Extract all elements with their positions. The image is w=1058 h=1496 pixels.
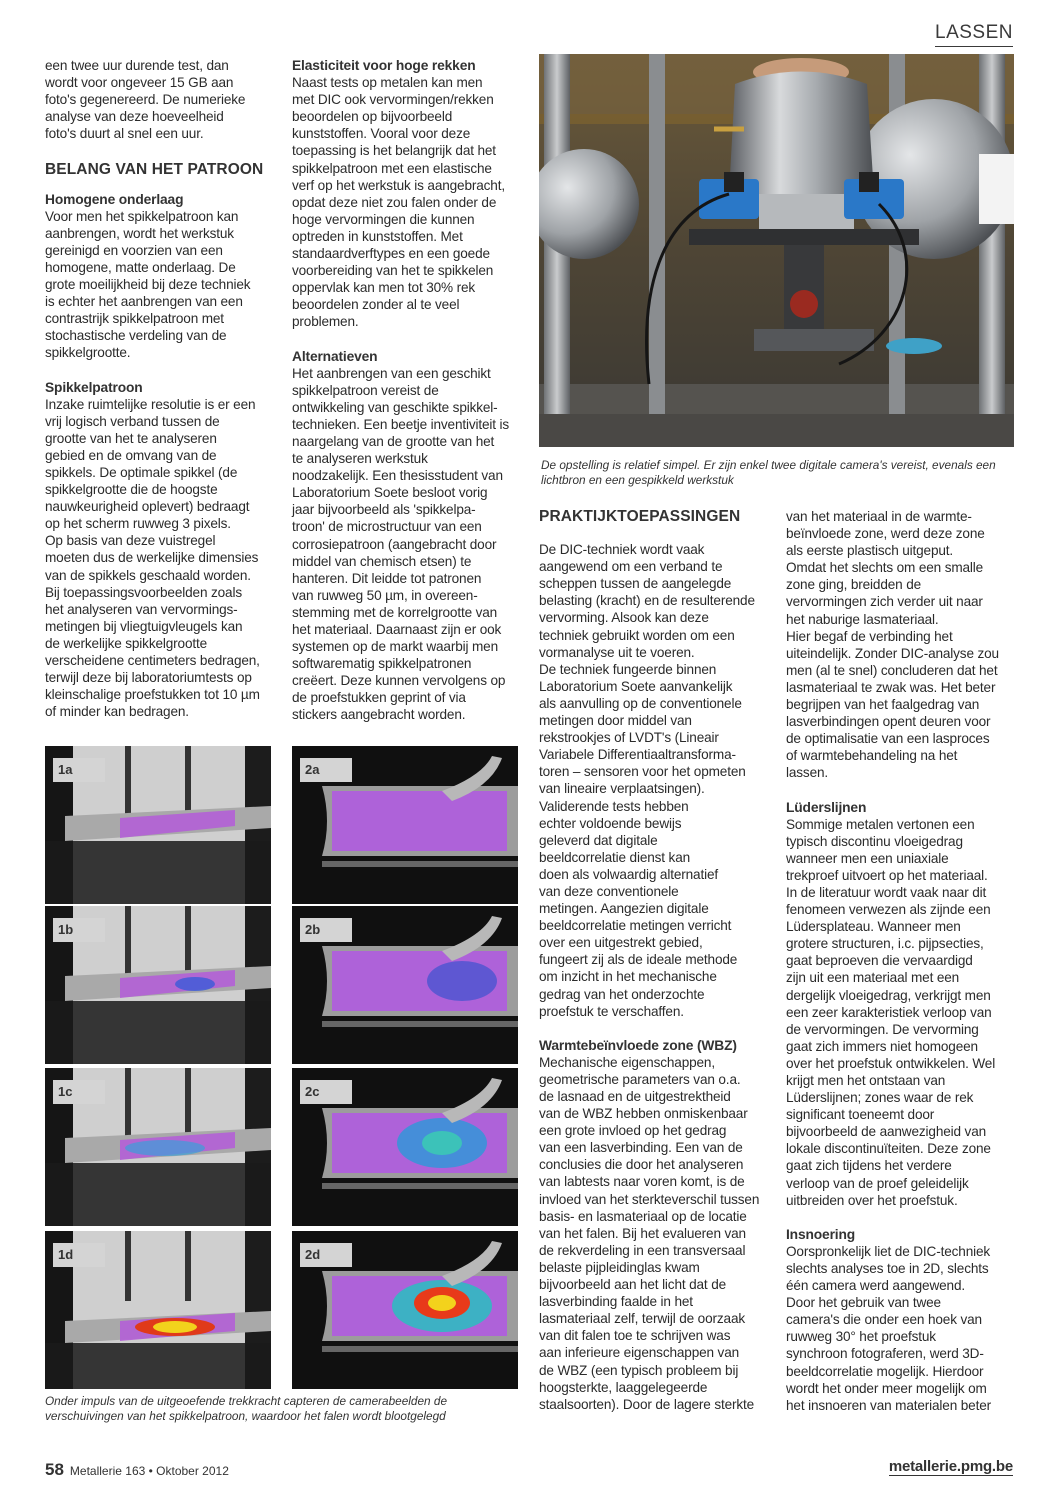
panel-2d (292, 1231, 518, 1389)
panel-label: 1d (53, 1243, 105, 1267)
text-line: aangewend om een verband te (539, 559, 723, 575)
text-line: scheppen tussen de aangelegde (539, 576, 732, 592)
text-line: spikkelpatroon met een elastische (292, 160, 492, 176)
text-line: beeldcorrelatie metingen verricht (539, 918, 732, 934)
text-line: moeten dus de werkelijke dimensies (45, 550, 259, 566)
text-line: Voor men het spikkelpatroon kan (45, 208, 239, 224)
text-line: verschuivingen van het spikkelpatroon, waardoor het falen wordt blootgelegd (45, 1409, 446, 1423)
setup-photo-graphic (539, 54, 1014, 447)
text-line: naargelang van de grootte van het (292, 433, 495, 449)
text-line: of minder kan bedragen. (45, 704, 189, 720)
text-line: Lüdersplateau. Wanneer men (786, 919, 961, 935)
setup-photo-caption (541, 458, 1011, 488)
heading-wbz: Warmtebeïnvloede zone (WBZ) (539, 1037, 737, 1053)
text-line: ontwikkeling van geschikte spikkel- (292, 399, 498, 415)
text-line: stickers aangebracht worden. (292, 707, 466, 723)
text-line: fungeert zij als de ideale methode (539, 952, 738, 968)
text-line: Hier begaf de verbinding het (786, 628, 953, 644)
text-line: het analyseren van vervormings- (45, 601, 238, 617)
text-line: nauwkeurigheid oplevert) bedraagt (45, 499, 250, 515)
text-line: metingen. Aangezien digitale (539, 901, 709, 917)
text-line: rekstrookjes of LVDT's (Lineair (539, 730, 719, 746)
text-line: techniek gebruikt worden om een (539, 627, 735, 643)
text-line: problemen. (292, 314, 359, 330)
text-line: gaat beproeven die vervaardigd (786, 953, 973, 969)
text-line: conclusies die door het analyseren (539, 1157, 744, 1173)
text-line: begrijpen van het faalgedrag van (786, 697, 980, 713)
text-line: gaat zich immers niet homogeen (786, 1038, 978, 1054)
text-line: de WBZ (een typisch probleem bij (539, 1362, 739, 1378)
text-line: verloop van de proef geleidelijk (786, 1175, 969, 1191)
text-line: of warmtebehandeling na het (786, 748, 958, 764)
panel-label: 2b (300, 918, 352, 942)
text-line: uiteindelijk. Zonder DIC-analyse zou (786, 645, 999, 661)
text-line: terwijl deze bij laboratoriumtests op (45, 670, 252, 686)
heading-spikkel: Spikkelpatroon (45, 379, 143, 395)
text-line: spikkelpatroon vereist de (292, 382, 439, 398)
text-line: over het proefstuk ontwikkelen. Wel (786, 1055, 996, 1071)
text-line: van de spikkels geschaald worden. (45, 567, 251, 583)
text-line: lasverbinding faalde in het (539, 1294, 693, 1310)
text-line: Variabele Differentiaaltransforma- (539, 747, 736, 763)
text-line: technieken. Een beetje inventiviteit is (292, 416, 510, 432)
text-line: van de WBZ hebben onmiskenbaar (539, 1106, 748, 1122)
text-line: bijvoorbeeld aan het licht dat de (539, 1277, 727, 1293)
text-line: spikkels. De optimale spikkel (de (45, 464, 238, 480)
panel-1c (45, 1068, 271, 1226)
text-line: echter voldoende bewijs (539, 815, 682, 831)
text-line: gaat zich tijdens het verdere (786, 1158, 952, 1174)
text-line: beeldcorrelatie dienst kan (539, 849, 691, 865)
text-line: de vervormingen. De vervorming (786, 1021, 979, 1037)
text-line: doen als volwaardig alternatief (539, 866, 718, 882)
heading-insnoering: Insnoering (786, 1226, 856, 1242)
text-line: gebied en de omvang van de (45, 447, 217, 463)
text-line: aanbrengen, wordt het werkstuk (45, 225, 234, 241)
text-line: proefstuk te verschaffen. (539, 1003, 684, 1019)
heading-belang: BELANG VAN HET PATROON (45, 161, 264, 179)
text-line: Laboratorium Soete besloot vorig (292, 485, 488, 501)
text-line: men (al te snel) concluderen dat het (786, 662, 998, 678)
text-line: van het materiaal in de warmte- (786, 509, 972, 524)
text-line: kunststoffen. Vooral voor deze (292, 126, 471, 142)
text-line: een grote invloed op het gedrag (539, 1123, 727, 1139)
text-line: van dit falen toe te schrijven was (539, 1328, 731, 1344)
text-line: zijn uit een materiaal met een (786, 970, 960, 986)
homogene-text (45, 208, 270, 362)
text-line: Op basis van deze vuistregel (45, 533, 216, 549)
text-line: vervorming. Alsook kan deze (539, 610, 709, 626)
text-line: systemen op de markt waarbij men (292, 639, 498, 655)
text-line: lasverbindingen opent deuren voor (786, 714, 991, 730)
heading-homogene: Homogene onderlaag (45, 191, 184, 207)
text-line: lokale discontinuïteiten. Deze zone (786, 1141, 991, 1157)
text-line: optreden in kunststoffen. Met (292, 228, 463, 244)
page-number: 58 (45, 1460, 64, 1479)
text-line: beeldcorrelatie mogelijk. Hierdoor (786, 1363, 984, 1379)
text-line: stemming met de korrelgrootte van (292, 604, 498, 620)
text-line: beoordelen op bijvoorbeeld (292, 109, 453, 125)
text-line: Inzake ruimtelijke resolutie is er een (45, 396, 256, 412)
text-line: In de literatuur wordt vaak naar dit (786, 884, 987, 900)
text-line: jaar bijvoorbeeld als 'spikkelpa- (292, 502, 476, 518)
text-line: Het aanbrengen van een geschikt (292, 365, 491, 381)
column-3 (539, 508, 767, 1413)
text-line: typisch discontinu vloeigedrag (786, 833, 963, 849)
text-line: troon' de microstructuur van een (292, 519, 482, 535)
footer-site-link[interactable]: metallerie.pmg.be (888, 1458, 1013, 1475)
text-line: om inzicht in het mechanische (539, 969, 717, 985)
panel-1a (45, 746, 271, 904)
text-line: lasmateriaal zelf, terwijl de oorzaak (539, 1311, 745, 1327)
text-line: op het scherm ruwweg 3 pixels. (45, 516, 231, 532)
text-line: Onder impuls van de uitgeoefende trekkracht capteren de camerabeelden de (45, 1394, 448, 1408)
praktijk-text (539, 541, 767, 1020)
text-line: belasting (kracht) en de resulterende (539, 593, 755, 609)
text-line: de lasnaad en de uitgestrektheid (539, 1089, 731, 1104)
text-line: Mechanische eigenschappen, (539, 1054, 715, 1070)
text-line: stochastische verdeling van de (45, 328, 227, 344)
text-line: belaste pijpleidinglas kwam (539, 1259, 700, 1275)
text-line: creëert. Deze kunnen vervolgens op (292, 673, 506, 689)
panel-label: 2c (300, 1080, 352, 1104)
text-line: de proefstukken geprint of via (292, 690, 466, 706)
text-line: lasmateriaal te zwak was. Het beter (786, 679, 996, 695)
text-line: het materiaal. Daarnaast zijn er ook (292, 622, 502, 637)
footer-issue (45, 1460, 229, 1480)
spikkel-text (45, 396, 270, 721)
panel-1d (45, 1231, 271, 1389)
text-line: de optimalisatie van een lasproces (786, 731, 990, 747)
text-line: Naast tests op metalen kan men (292, 75, 483, 91)
text-line: dergelijk vloeigedrag, verkrijgt men (786, 987, 991, 1003)
panel-2c (292, 1068, 518, 1226)
text-line: van het falen. Bij het evalueren van (539, 1225, 746, 1241)
text-line: Laboratorium Soete aanvankelijk (539, 678, 733, 694)
text-line: een zeer karakteristiek verloop van (786, 1004, 992, 1020)
text-line: opdat deze niet zou falen onder de (292, 194, 497, 210)
text-line: significant toeneemt door (786, 1107, 935, 1123)
text-line: geometrische parameters van o.a. (539, 1071, 741, 1087)
text-line: wordt voor ongeveer 15 GB aan (45, 75, 234, 91)
text-line: de werkelijke spikkelgrootte (45, 635, 208, 651)
text-line: spikkelgrootte die de hoogste (45, 482, 218, 498)
text-line: Omdat het slechts om een smalle (786, 560, 984, 576)
text-line: wanneer men een uniaxiale (786, 850, 949, 866)
text-line: over een uitgestrekt gebied, (539, 935, 703, 951)
text-line: metingen door middel van (539, 713, 692, 729)
text-line: camera's die onder een hoek van (786, 1312, 982, 1328)
text-line: hanteren. Dit leidde tot patronen (292, 570, 482, 586)
text-line: het insnoeren van materialen beter (786, 1397, 991, 1413)
text-line: gedrag van het onderzochte (539, 986, 705, 1002)
text-line: slechts analyses toe in 2D, slechts (786, 1260, 989, 1276)
text-line: van een lasverbinding. Een van de (539, 1140, 743, 1156)
text-line: de rekverdeling in een transversaal (539, 1242, 746, 1258)
text-line: wordt het onder meer mogelijk om (786, 1380, 987, 1396)
text-line: metingen bij vliegtuigvleugels kan (45, 618, 243, 634)
text-line: van deze conventionele (539, 883, 679, 899)
text-line: Lüderslijnen; zones waar de rek (786, 1090, 974, 1106)
panel-label: 2a (300, 758, 352, 782)
insnoering-text (786, 1243, 1014, 1414)
text-line: De DIC-techniek wordt vaak (539, 542, 705, 558)
text-line: analyse van deze hoeveelheid (45, 109, 224, 125)
text-line: hoge vervormingen die kunnen (292, 211, 475, 227)
text-line: hoogsterkte, laaggelegeerde (539, 1379, 708, 1395)
text-line: aan inferieure eigenschappen van (539, 1345, 740, 1361)
text-line: te analyseren werkstuk (292, 451, 428, 467)
text-line: softwarematig spikkelpatronen (292, 656, 472, 672)
panel-label: 1b (53, 918, 105, 942)
panel-2a (292, 746, 518, 904)
text-line: voorbereiding van het te spikkelen (292, 263, 494, 279)
text-line: foto's duurt al snel een uur. (45, 126, 204, 142)
text-line: De techniek fungeerde binnen (539, 661, 717, 677)
text-line: staalsoorten). Door de lagere sterkte (539, 1396, 755, 1412)
text-line: krijgt men het ontstaan van (786, 1073, 946, 1088)
text-line: Sommige metalen vertonen een (786, 816, 975, 832)
text-line: middel van chemisch etsen) te (292, 553, 472, 569)
panel-grid-caption (45, 1394, 525, 1424)
text-line: als aanvulling op de conventionele (539, 695, 742, 711)
heading-elastic: Elasticiteit voor hoge rekken (292, 58, 476, 73)
column-1 (45, 57, 270, 720)
text-line: het naburige lasmateriaal. (786, 611, 939, 627)
text-line: grotere structuren, i.c. pijpsecties, (786, 936, 984, 952)
text-line: contrastrijk spikkelpatroon met (45, 311, 224, 327)
section-tag: LASSEN (935, 22, 1013, 47)
text-line: gereinigd en voorzien van een (45, 242, 223, 258)
text-line: van lineaire verplaatsingen). (539, 781, 705, 797)
text-line: trekproef uitvoert op het materiaal. (786, 867, 988, 883)
alt-text (292, 365, 517, 724)
text-line: grootte van het te analyseren (45, 430, 217, 446)
text-line: bijvoorbeeld de aanwezigheid van (786, 1124, 987, 1140)
text-line: beoordelen zonder al te veel (292, 297, 460, 313)
text-line: oppervlak kan men tot 30% rek (292, 280, 476, 296)
intro-text (45, 57, 270, 142)
text-line: homogene, matte onderlaag. De (45, 259, 236, 275)
panel-label: 1c (53, 1080, 105, 1104)
text-line: Door het gebruik van twee (786, 1295, 941, 1311)
text-line: invloed van het sterkteverschil tussen (539, 1191, 760, 1207)
text-line: basis- en lasmateriaal op de locatie (539, 1208, 747, 1224)
text-line: toepassing is het belangrijk dat het (292, 143, 496, 159)
text-line: lassen. (786, 765, 829, 781)
text-line: noodzakelijk. Een thesisstudent van (292, 468, 503, 484)
continued-text (786, 508, 1014, 782)
text-line: vervormingen zich verder uit naar (786, 594, 983, 610)
text-line: één camera werd aangewend. (786, 1278, 965, 1294)
text-line: Oorspronkelijk liet de DIC-techniek (786, 1243, 991, 1259)
luders-text (786, 816, 1014, 1209)
text-line: fenomeen verwezen als zijnde een (786, 902, 991, 918)
column-2 (292, 57, 517, 724)
text-line: Bij toepassingsvoorbeelden zoals (45, 584, 242, 600)
setup-photo (539, 54, 1014, 447)
text-line: beïnvloede zone, werd deze zone (786, 526, 985, 542)
panel-2b (292, 906, 518, 1064)
text-line: een twee uur durende test, dan (45, 58, 229, 73)
text-line: met DIC ook vervormingen/rekken (292, 92, 494, 108)
text-line: verscheidene centimeters bedragen, (45, 653, 260, 668)
text-line: vrij logisch verband tussen de (45, 413, 220, 429)
text-line: De opstelling is relatief simpel. Er zijn enkel twee digitale camera's vereist, evenals een (541, 458, 996, 472)
text-line: kleinschalige proefstukken tot 10 µm (45, 687, 260, 703)
heading-luders: Lüderslijnen (786, 799, 867, 815)
text-line: synchroon fotograferen, werd 3D- (786, 1346, 984, 1362)
elastic-text (292, 74, 517, 330)
text-line: van labtests naar voren komt, is de (539, 1174, 745, 1190)
text-line: zone ging, breidden de (786, 577, 922, 593)
wbz-text (539, 1054, 767, 1413)
text-line: grote moeilijkheid bij deze techniek (45, 277, 251, 293)
column-4 (786, 508, 1014, 1414)
text-line: uitbreiden over het proefstuk. (786, 1192, 958, 1208)
text-line: foto's gegenereerd. De numerieke (45, 92, 246, 108)
panel-1b (45, 906, 271, 1064)
text-line: is echter het aanbrengen van een (45, 294, 243, 310)
text-line: toren – sensoren voor het opmeten (539, 764, 746, 780)
issue-info: Metallerie 163 • Oktober 2012 (69, 1464, 229, 1478)
text-line: corrosiepatroon (aangebracht door (292, 536, 497, 552)
text-line: ruwweg 30° het proefstuk (786, 1329, 936, 1345)
text-line: als eerste plastisch uitgeput. (786, 543, 954, 559)
text-line: verf op het werkstuk is aangebracht, (292, 177, 505, 193)
text-line: vormanalyse uit te voeren. (539, 644, 695, 660)
text-line: geleverd dat digitale (539, 832, 658, 848)
text-line: lichtbron en een gespikkeld werkstuk (541, 473, 734, 487)
panel-label: 2d (300, 1243, 352, 1267)
text-line: standaardverftypes en een goede (292, 246, 490, 262)
text-line: Validerende tests hebben (539, 798, 689, 814)
text-line: van ruwweg 50 µm, in overeen- (292, 587, 478, 603)
heading-praktijk: PRAKTIJKTOEPASSINGEN (539, 508, 741, 525)
heading-alt: Alternatieven (292, 348, 378, 364)
text-line: spikkelgrootte. (45, 345, 131, 361)
panel-label: 1a (53, 758, 105, 782)
